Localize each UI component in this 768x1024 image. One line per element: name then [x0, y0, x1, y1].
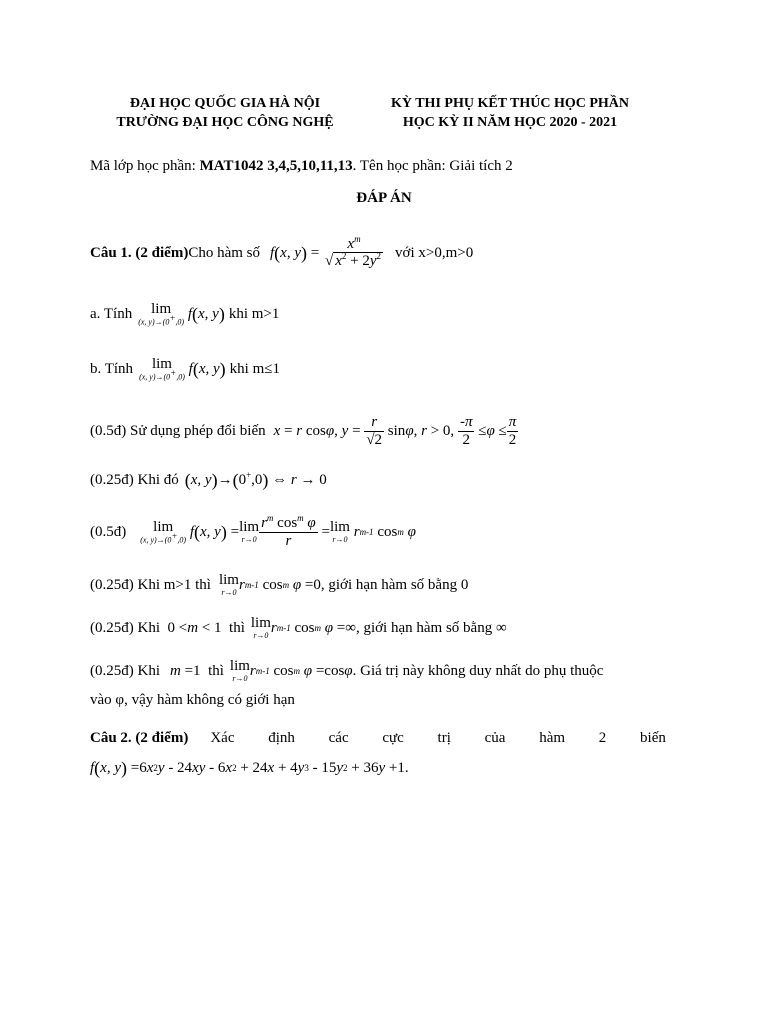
q1-step-substitution: (0.5đ) Sử dụng phép đổi biến x = r cos φ , y = $\frac{r}{√2}$ sin φ , r > 0, $\frac{-\pi}{2}$ ≤ φ ≤ $\frac{\pi}{2}$ [90, 413, 517, 448]
part-a-suffix: khi m>1 [228, 305, 280, 322]
step5-prefix: (0.25đ) Khi [90, 619, 160, 636]
course-code-value: MAT1042 3,4,5,10,11,13 [199, 158, 353, 174]
q2-text: Xác định các cực trị của hàm 2 biến [210, 730, 666, 746]
part-b-suffix: khi m≤1 [229, 360, 280, 377]
q2-end: . [404, 759, 409, 776]
q2-function-formula: f ( x, y ) =6 x 2 y - 24 xy - 6 x 2 + 24 x + 4 y 3 - 15 y 2 + 36 y +1 . [90, 757, 409, 778]
q1-statement: Câu 1. (2 điểm) Cho hàm số f ( x, y ) = $x^m$ √ $x^2 + 2y^2$ với x>0,m>0 [90, 234, 474, 269]
course-name: . Tên học phần: Giải tích 2 [352, 158, 513, 174]
q1-condition: với x>0,m>0 [395, 244, 474, 261]
step4-suffix: , giới hạn hàm số bằng 0 [320, 576, 469, 593]
q2-label: Câu 2. (2 điểm) [90, 730, 189, 746]
q1-case-m-equal-1: (0.25đ) Khi m =1 thì lim r→0 r m-1 cos m φ =cos φ . Giá trị này không duy nhất do phụ thuộc [90, 656, 678, 686]
q1-fraction: $x^m$ √ $x^2 + 2y^2$ [324, 234, 382, 269]
step5-mid: thì [229, 619, 245, 636]
q1-part-b: b. Tính lim (x, y)→(0+,0) f ( x, y ) khi m≤1 [90, 355, 280, 382]
q1-function-formula: f [270, 244, 275, 261]
header-right [370, 94, 650, 132]
school-name: TRƯỜNG ĐẠI HỌC CÔNG NGHỆ [116, 115, 334, 130]
part-b-prefix: b. Tính [90, 360, 134, 377]
q1-intro: Cho hàm số [188, 244, 260, 261]
q1-label: Câu 1. (2 điểm) [90, 244, 189, 261]
answer-title: ĐÁP ÁN [356, 190, 412, 206]
q2-statement [90, 730, 678, 747]
q1-step-compute: (0.5đ) lim (x, y)→(0+,0) f ( x, y ) = lim r→0 $\frac{r^m \cos^m \varphi}{r}$ = lim r→0 r m-1 cos m φ [90, 512, 416, 549]
step5-suffix: , giới hạn hàm số bằng ∞ [355, 619, 507, 636]
q1-step-limit-transform: (0.25đ) Khi đó ( x, y ) → ( 0+,0 ) ⇔ r → 0 [90, 469, 327, 490]
step6-suffix: . Giá trị này không duy nhất do phụ thuộc [352, 662, 604, 679]
step1-prefix: (0.5đ) Sử dụng phép đổi biến [90, 422, 266, 439]
step6-mid: thì [208, 662, 224, 679]
step2-prefix: (0.25đ) Khi đó [90, 471, 179, 488]
step6-line2: vào φ, vậy hàm không có giới hạn [90, 692, 295, 708]
q1-case-m-greater-1: (0.25đ) Khi m>1 thì lim r→0 r m-1 cos m φ =0 , giới hạn hàm số bằng 0 [90, 572, 469, 597]
q1-case-m-between: (0.25đ) Khi 0 < m < 1 thì lim r→0 r m-1 cos m φ =∞ , giới hạn hàm số bằng ∞ [90, 615, 507, 640]
step3-prefix: (0.5đ) [90, 523, 127, 540]
course-line [90, 158, 513, 175]
part-a-prefix: a. Tính [90, 305, 133, 322]
course-code-label: Mã lớp học phần: [90, 158, 200, 174]
q1-part-a: a. Tính lim (x, y)→(0+,0) f ( x, y ) khi m>1 [90, 300, 280, 327]
step6-prefix: (0.25đ) Khi [90, 662, 160, 679]
step4-prefix: (0.25đ) Khi m>1 thì [90, 576, 211, 593]
semester: HỌC KỲ II NĂM HỌC 2020 - 2021 [402, 115, 618, 130]
university-name: ĐẠI HỌC QUỐC GIA HÀ NỘI [129, 96, 321, 111]
exam-title: KỲ THI PHỤ KẾT THÚC HỌC PHẦN [390, 96, 630, 111]
header-left [100, 94, 350, 132]
